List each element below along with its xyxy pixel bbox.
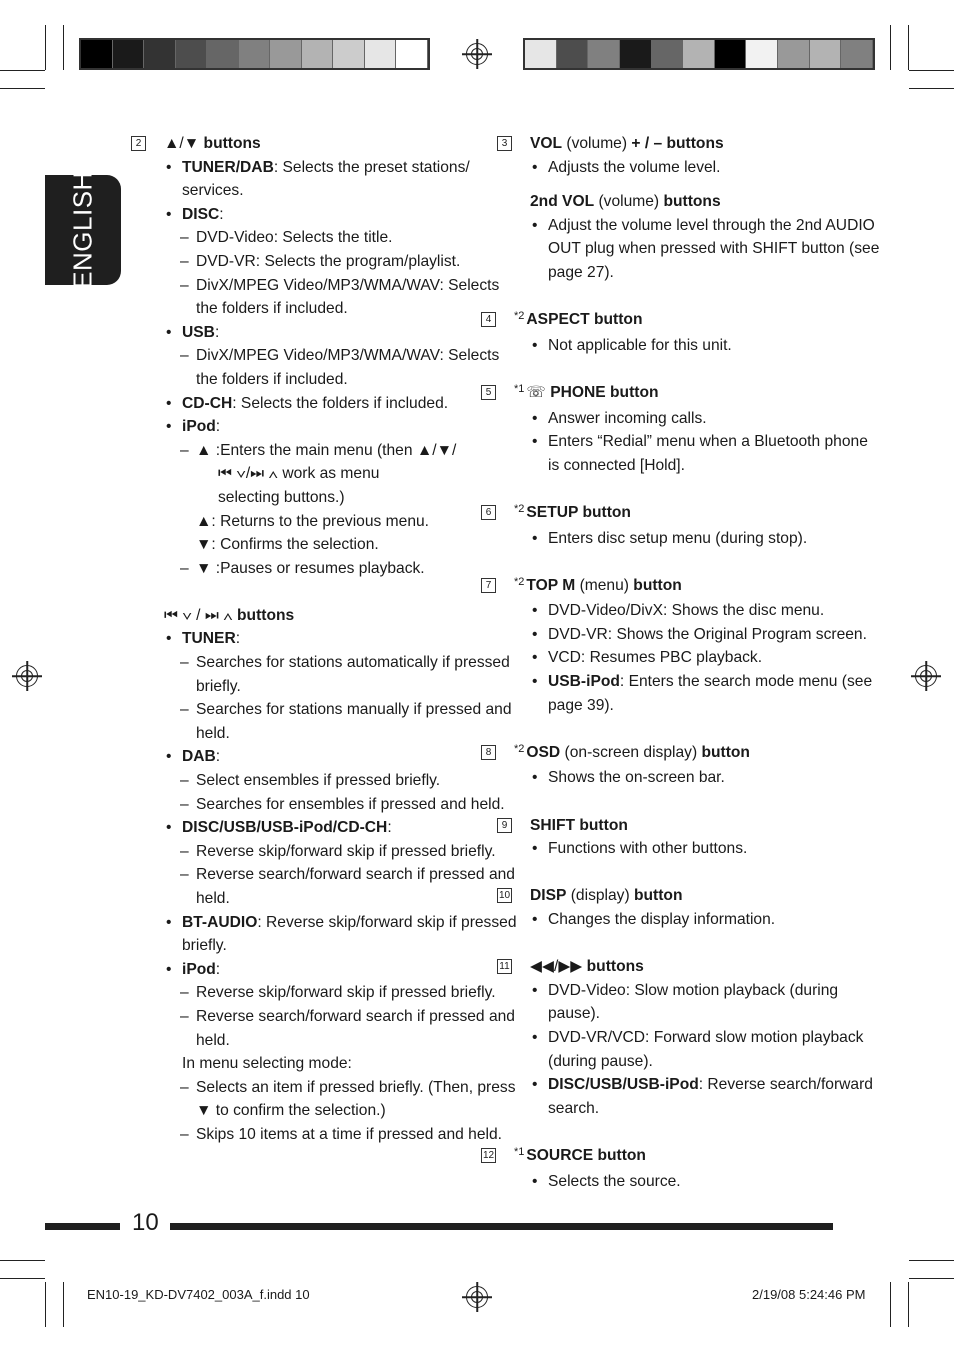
calibration-swatch	[113, 40, 145, 68]
line-text: held.	[196, 890, 230, 907]
text-line	[164, 344, 500, 368]
crop-mark	[890, 1282, 891, 1327]
line-text: DVD-Video/DivX: Shows the disc menu.	[548, 602, 825, 620]
callout-number: 3	[497, 136, 512, 151]
crop-mark	[909, 70, 954, 71]
crop-mark	[0, 1260, 45, 1261]
line-text: DAB:	[182, 748, 221, 766]
calibration-swatch	[778, 40, 810, 68]
line-text: is connected [Hold].	[548, 456, 685, 474]
line-text: CD-CH: Selects the folders if included.	[182, 394, 449, 412]
calibration-swatch	[620, 40, 652, 68]
line-text: Changes the display information.	[548, 911, 776, 928]
line-text: page 39).	[548, 696, 614, 714]
text-line	[530, 190, 850, 214]
bullet-item	[164, 392, 474, 416]
text-line	[530, 694, 850, 718]
line-text: OSD (on-screen display) button	[526, 743, 750, 761]
bullet-item	[530, 623, 867, 647]
language-tab-label: ENGLISH	[67, 171, 98, 289]
line-text: briefly.	[196, 677, 241, 695]
callout-number: 2	[131, 136, 146, 151]
text-line	[164, 533, 474, 557]
section-heading	[485, 741, 850, 767]
text-line	[164, 840, 496, 864]
bullet-item	[530, 908, 850, 932]
registration-mark-icon	[16, 665, 38, 687]
bullet-item	[164, 627, 474, 651]
bullet-item	[164, 156, 474, 180]
line-text: TOP M (menu) button	[526, 576, 682, 594]
spacer	[530, 357, 850, 381]
text-line	[164, 297, 474, 321]
spacer	[530, 179, 850, 190]
footnote-marker: *1	[514, 1145, 525, 1158]
footnote-marker: *2	[514, 575, 525, 588]
line-text: DISP (display) button	[530, 887, 683, 905]
line-text: Not applicable for this unit.	[548, 336, 732, 354]
crop-mark	[0, 1278, 45, 1279]
line-text: DivX/MPEG Video/MP3/WMA/WAV: Selects	[196, 347, 500, 365]
line-text: ▼ to confirm the selection.)	[196, 1102, 386, 1120]
line-text: held.	[196, 1031, 230, 1049]
calibration-swatch	[810, 40, 842, 68]
text-line	[530, 261, 850, 285]
line-text: DVD-VR/VCD: Forward slow motion playback	[548, 1028, 864, 1046]
registration-mark-icon	[466, 1286, 488, 1308]
line-text: page 27).	[548, 263, 614, 281]
text-line	[164, 1029, 474, 1053]
line-text: DVD-Video: Slow motion playback (during	[548, 981, 839, 999]
callout-number: 8	[481, 745, 496, 760]
spacer	[530, 717, 850, 741]
line-text: ▲: Returns to the previous menu.	[196, 512, 429, 530]
spacer	[530, 550, 850, 574]
line-text: pause).	[548, 1005, 601, 1023]
calibration-swatch	[715, 40, 747, 68]
line-text: DivX/MPEG Video/MP3/WMA/WAV: Selects	[196, 276, 500, 294]
line-text: Enters disc setup menu (during stop).	[548, 529, 808, 547]
footer-file-info: EN10-19_KD-DV7402_003A_f.indd 10	[87, 1287, 310, 1302]
bullet-item	[164, 415, 474, 439]
line-text: Enters “Redial” menu when a Bluetooth phone	[548, 433, 868, 451]
line-text: ▼ :Pauses or resumes playback.	[196, 559, 425, 577]
line-text: DISC/USB/USB-iPod: Reverse search/forward	[548, 1076, 873, 1094]
bullet-item	[164, 321, 474, 345]
line-text: selecting buttons.)	[218, 488, 345, 506]
crop-mark	[908, 25, 909, 70]
line-text: ⏮ ∨ / ⏭ ∧ buttons	[164, 606, 295, 624]
calibration-swatch	[270, 40, 302, 68]
line-text: DISC/USB/USB-iPod/CD-CH:	[182, 819, 392, 837]
bullet-item	[164, 958, 474, 982]
footnote-marker: *2	[514, 502, 525, 515]
section-heading	[498, 884, 850, 908]
text-line	[164, 981, 496, 1005]
bullet-item	[530, 407, 850, 431]
text-line	[164, 1005, 515, 1029]
line-text: ⏮ ∨/⏭ ∧ work as menu	[218, 465, 380, 483]
text-line	[164, 462, 474, 486]
line-text: Shows the on-screen bar.	[548, 769, 725, 787]
bullet-item	[164, 911, 517, 935]
crop-mark	[45, 25, 46, 70]
text-line	[164, 1123, 502, 1147]
crop-mark	[890, 25, 891, 70]
line-text: DISC:	[182, 205, 224, 223]
calibration-swatch	[746, 40, 778, 68]
text-line	[164, 769, 474, 793]
calibration-swatch	[144, 40, 176, 68]
spacer	[530, 285, 850, 309]
callout-number: 10	[498, 890, 511, 902]
registration-mark-icon	[915, 665, 937, 687]
section-heading	[164, 604, 474, 628]
spacer	[530, 1120, 850, 1144]
calibration-swatch	[302, 40, 334, 68]
text-line	[164, 1076, 516, 1100]
calibration-swatch	[841, 40, 873, 68]
section-heading	[485, 501, 850, 527]
line-text: ASPECT button	[526, 311, 643, 329]
section-heading	[501, 132, 850, 156]
page-rule-left	[45, 1223, 120, 1230]
line-text: the folders if included.	[196, 300, 348, 318]
line-text: USB-iPod: Enters the search mode menu (see	[548, 673, 873, 691]
text-line	[164, 439, 474, 463]
line-text: iPod:	[182, 418, 221, 436]
text-line	[164, 1052, 474, 1076]
line-text: Searches for stations manually if pressed and	[196, 701, 512, 719]
line-text: SOURCE button	[526, 1146, 646, 1164]
text-line	[164, 651, 510, 675]
callout-number: 11	[497, 959, 512, 974]
spacer	[530, 932, 850, 956]
line-text: iPod:	[182, 960, 221, 978]
line-text: Functions with other buttons.	[548, 840, 748, 858]
line-text: ☏ PHONE button	[526, 383, 659, 401]
line-text: held.	[196, 724, 230, 742]
line-text: OUT plug when pressed with SHIFT button (see	[548, 240, 880, 258]
calibration-swatch	[207, 40, 239, 68]
registration-mark-icon	[466, 43, 488, 65]
line-text: Reverse search/forward search if pressed and	[196, 1007, 515, 1025]
calibration-bar-left	[79, 38, 430, 70]
bullet-item	[530, 646, 850, 670]
footnote-marker: *2	[514, 742, 525, 755]
calibration-swatch	[396, 40, 428, 68]
line-text: Selects the source.	[548, 1172, 681, 1190]
line-text: search.	[548, 1099, 600, 1117]
calibration-bar-right	[523, 38, 875, 70]
line-text: DVD-VR: Selects the program/playlist.	[196, 252, 461, 270]
text-line	[164, 510, 474, 534]
line-text: briefly.	[182, 937, 227, 955]
calibration-swatch	[81, 40, 113, 68]
text-line	[530, 454, 850, 478]
text-line	[164, 486, 474, 510]
text-line	[164, 274, 500, 298]
bullet-item	[530, 837, 850, 861]
line-text: Adjusts the volume level.	[548, 158, 721, 176]
spacer	[164, 580, 474, 604]
section-heading	[501, 814, 850, 838]
spacer	[530, 861, 850, 885]
line-text: Searches for ensembles if pressed and held.	[196, 795, 505, 813]
text-line	[164, 557, 474, 581]
bullet-item	[530, 1026, 864, 1050]
footer-timestamp: 2/19/08 5:24:46 PM	[752, 1287, 866, 1302]
line-text: VCD: Resumes PBC playback.	[548, 649, 763, 667]
bullet-item	[530, 430, 868, 454]
line-text: Searches for stations automatically if pressed	[196, 654, 510, 672]
bullet-item	[530, 1073, 873, 1097]
crop-mark	[909, 88, 954, 89]
line-text: SHIFT button	[530, 816, 628, 834]
bullet-item	[530, 599, 850, 623]
section-heading	[482, 1144, 850, 1170]
crop-mark	[909, 1260, 954, 1261]
bullet-item	[530, 334, 850, 358]
line-text: Reverse skip/forward skip if pressed briefly.	[196, 842, 496, 860]
line-text: (during pause).	[548, 1052, 653, 1070]
language-tab	[45, 171, 121, 289]
line-text: Reverse skip/forward skip if pressed briefly.	[196, 984, 496, 1002]
calibration-swatch	[176, 40, 208, 68]
text-line	[164, 250, 474, 274]
line-text: the folders if included.	[196, 370, 348, 388]
line-text: BT-AUDIO: Reverse skip/forward skip if pressed	[182, 913, 517, 931]
line-text: DVD-Video: Selects the title.	[196, 229, 393, 247]
text-line	[164, 887, 474, 911]
text-line	[530, 1002, 850, 1026]
crop-mark	[63, 1282, 64, 1327]
callout-number: 4	[481, 312, 496, 327]
line-text: SETUP button	[526, 503, 631, 521]
line-text: Selects an item if pressed briefly. (Then, press	[196, 1078, 516, 1096]
callout-number: 6	[481, 505, 496, 520]
text-line	[164, 934, 474, 958]
footnote-marker: *1	[514, 382, 525, 395]
line-text: DVD-VR: Shows the Original Program screen.	[548, 625, 867, 643]
right-column	[482, 132, 880, 1193]
line-text: ▲ :Enters the main menu (then ▲/▼/	[196, 441, 457, 459]
footnote-marker: *2	[514, 310, 525, 323]
section-heading	[485, 308, 850, 334]
line-text: Reverse search/forward search if pressed and	[196, 866, 515, 884]
text-line	[164, 722, 474, 746]
text-line	[164, 179, 474, 203]
line-text: Skips 10 items at a time if pressed and held.	[196, 1125, 502, 1143]
bullet-item	[530, 527, 850, 551]
text-line	[530, 1050, 850, 1074]
calibration-swatch	[333, 40, 365, 68]
crop-mark	[908, 1282, 909, 1327]
spacer	[530, 477, 850, 501]
line-text: ▼: Confirms the selection.	[196, 536, 379, 554]
line-text: Answer incoming calls.	[548, 409, 707, 427]
bullet-item	[164, 745, 474, 769]
section-heading	[135, 132, 474, 156]
crop-mark	[63, 25, 64, 70]
calibration-swatch	[652, 40, 684, 68]
section-heading	[499, 955, 850, 979]
line-text: Adjust the volume level through the 2nd AUDIO	[548, 216, 875, 234]
section-heading	[485, 574, 850, 600]
text-line	[164, 698, 512, 722]
line-text: TUNER/DAB: Selects the preset stations/	[182, 158, 470, 176]
bullet-item	[530, 214, 875, 238]
line-text: TUNER:	[182, 630, 241, 648]
line-text: ◀◀/▶▶ buttons	[530, 958, 644, 976]
line-text: USB:	[182, 323, 220, 341]
crop-mark	[45, 1282, 46, 1327]
spacer	[530, 790, 850, 814]
text-line	[164, 368, 474, 392]
line-text: 2nd VOL (volume) buttons	[530, 193, 721, 211]
page-rule-right	[170, 1223, 833, 1230]
callout-number: 12	[482, 1149, 495, 1161]
page-number: 10	[132, 1209, 159, 1236]
callout-number: 5	[481, 385, 496, 400]
crop-mark	[909, 1278, 954, 1279]
bullet-item	[530, 979, 850, 1003]
bullet-item	[164, 203, 474, 227]
callout-number: 7	[481, 578, 496, 593]
calibration-swatch	[588, 40, 620, 68]
calibration-swatch	[239, 40, 271, 68]
text-line	[164, 793, 505, 817]
bullet-item	[530, 766, 850, 790]
text-line	[164, 226, 474, 250]
crop-mark	[0, 88, 45, 89]
text-line	[164, 1099, 474, 1123]
crop-mark	[0, 70, 45, 71]
text-line	[164, 863, 515, 887]
bullet-item	[530, 156, 850, 180]
line-text: In menu selecting mode:	[182, 1055, 352, 1073]
bullet-item	[530, 1170, 850, 1194]
bullet-item	[164, 816, 474, 840]
line-text: VOL (volume) + / – buttons	[530, 135, 724, 152]
text-line	[530, 237, 880, 261]
text-line	[164, 675, 474, 699]
section-heading	[485, 381, 850, 407]
calibration-swatch	[683, 40, 715, 68]
callout-number: 9	[497, 818, 512, 833]
line-text: services.	[182, 182, 244, 200]
bullet-item	[530, 670, 873, 694]
text-line	[530, 1097, 850, 1121]
calibration-swatch	[525, 40, 557, 68]
calibration-swatch	[557, 40, 589, 68]
line-text: Select ensembles if pressed briefly.	[196, 772, 441, 790]
line-text: ▲/▼ buttons	[164, 135, 261, 152]
calibration-swatch	[365, 40, 397, 68]
